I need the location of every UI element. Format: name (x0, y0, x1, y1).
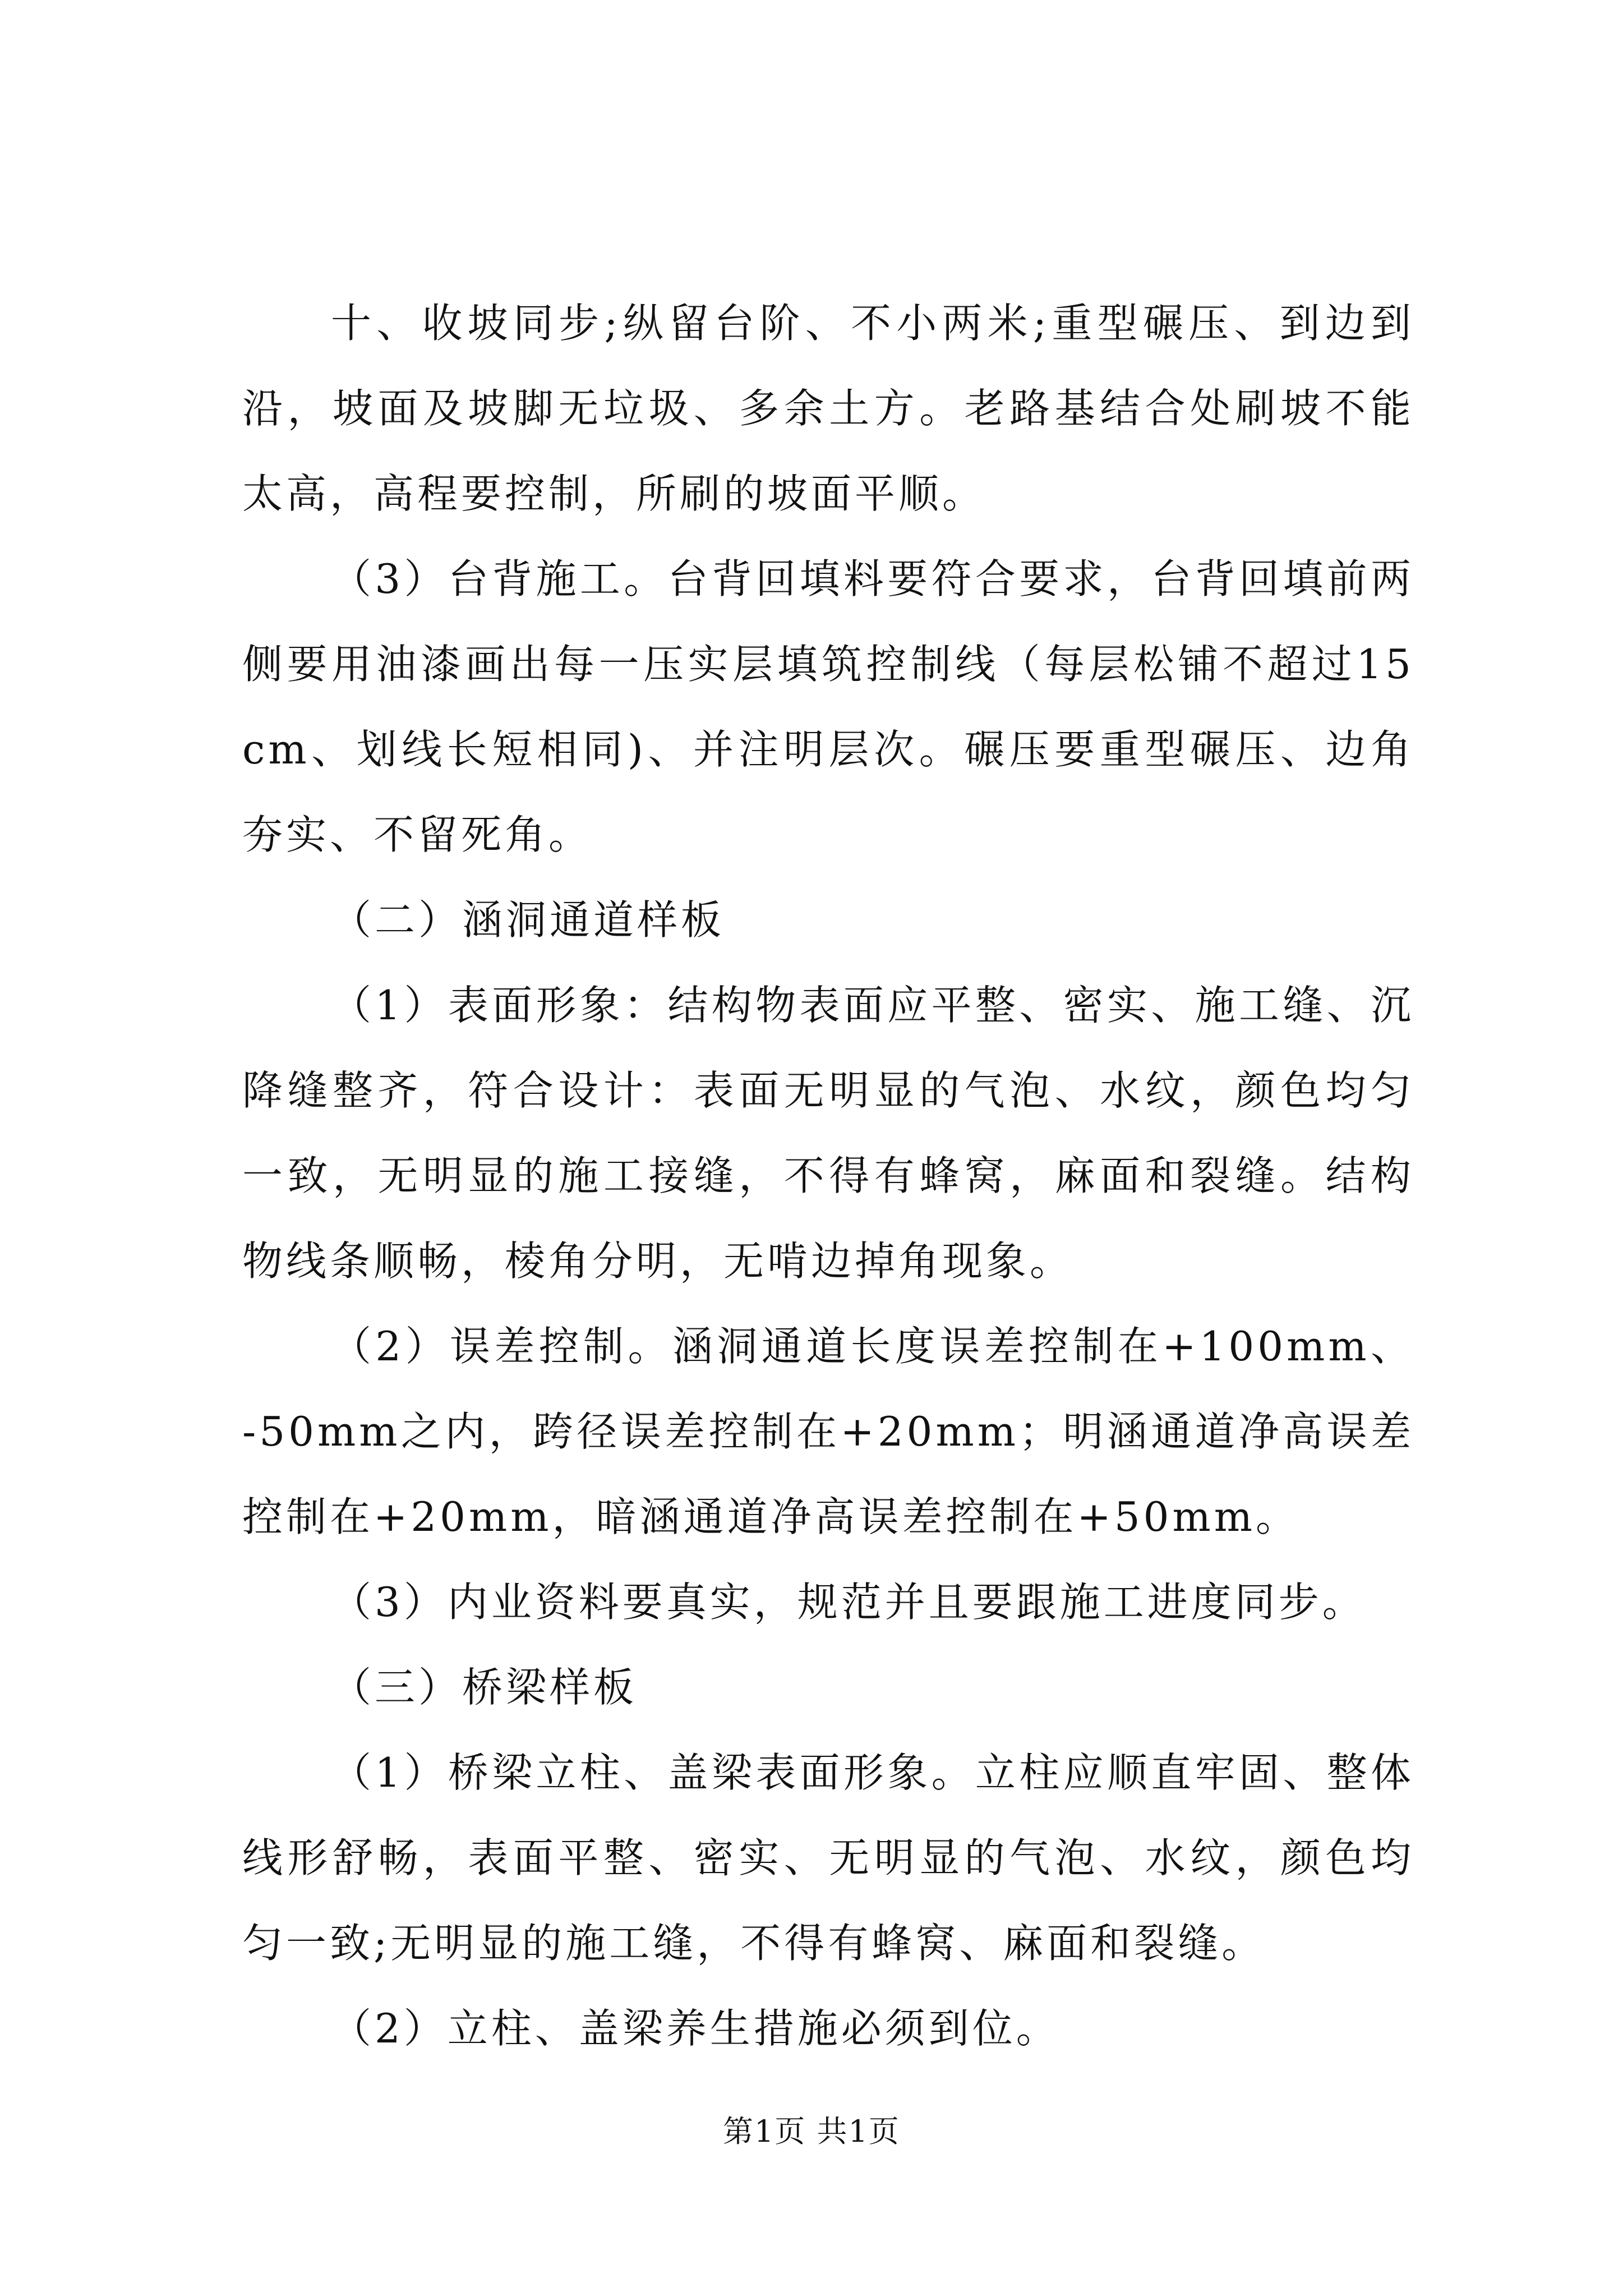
paragraph-error-control: （2）误差控制。涵洞通道长度误差控制在+100mm、-50mm之内，跨径误差控制在+20mm；明涵通道净高误差控制在+20mm，暗涵通道净高误差控制在+50mm。 (242, 1323, 1414, 1540)
heading-bridge-sample: （三）桥梁样板 (331, 1664, 638, 1711)
paragraph-column-beam-appearance: （1）桥梁立柱、盖梁表面形象。立柱应顺直牢固、整体线形舒畅，表面平整、密实、无明显的气泡、水纹，颜色均匀一致;无明显的施工缝，不得有蜂窝、麻面和裂缝。 (242, 1749, 1414, 1967)
paragraph-slope-finishing: 十、收坡同步;纵留台阶、不小两米;重型碾压、到边到沿，坡面及坡脚无垃圾、多余土方。老路基结合处刷坡不能太高，高程要控制，所刷的坡面平顺。 (242, 300, 1414, 517)
paragraph-surface-appearance: （1）表面形象：结构物表面应平整、密实、施工缝、沉降缝整齐，符合设计：表面无明显的气泡、水纹，颜色均匀一致，无明显的施工接缝，不得有蜂窝，麻面和裂缝。结构物线条顺畅，棱角分明，无啃边掉角现象。 (242, 982, 1414, 1285)
heading-culvert-sample: （二）涵洞通道样板 (331, 896, 725, 944)
paragraph-internal-records: （3）内业资料要真实，规范并且要跟施工进度同步。 (331, 1579, 1366, 1626)
document-body (242, 280, 1414, 2071)
page-number-footer: 第1页 共1页 (723, 2114, 900, 2149)
paragraph-abutment-backfill: （3）台背施工。台背回填料要符合要求，台背回填前两侧要用油漆画出每一压实层填筑控制线（每层松铺不超过15cm、划线长短相同)、并注明层次。碾压要重型碾压、边角夯实、不留死角。 (242, 555, 1414, 858)
paragraph-curing-measures: （2）立柱、盖梁养生措施必须到位。 (331, 2005, 1060, 2052)
